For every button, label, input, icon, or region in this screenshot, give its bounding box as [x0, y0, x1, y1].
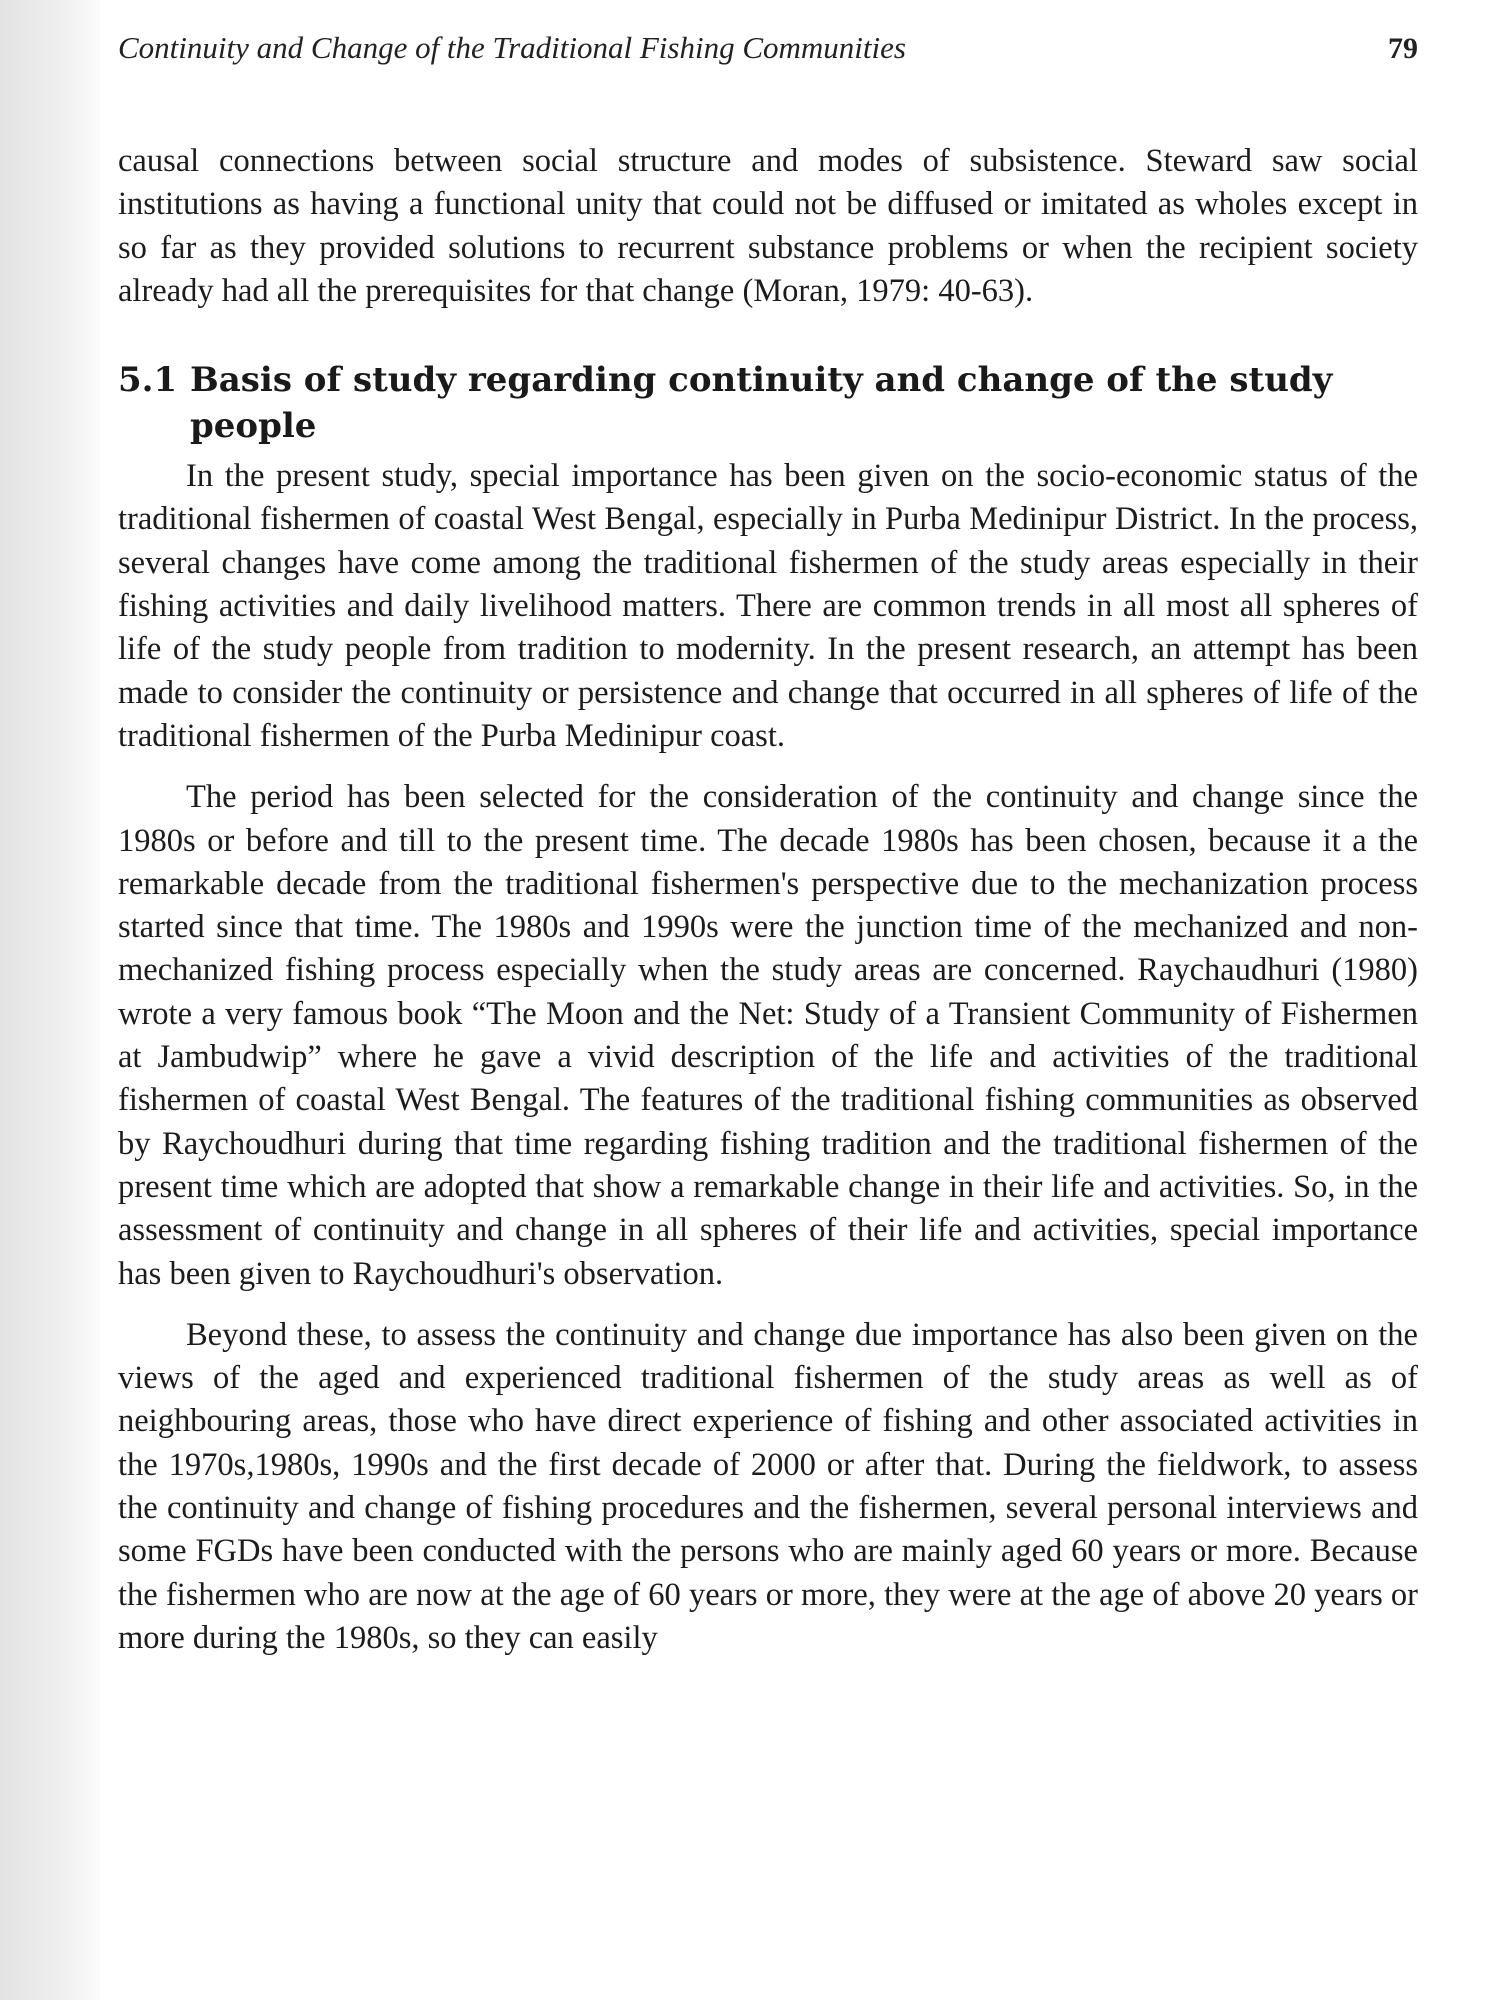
section-heading — [118, 357, 1418, 449]
section-title: Basis of study regarding continuity and change of the study people — [190, 360, 1333, 447]
body-text — [118, 140, 1418, 1660]
paragraph-2: The period has been selected for the consideration of the continuity and change since the 1980s or before and till to the present time. The decade 1980s has been chosen, because it a the remarkable decade from the traditional fishermen's perspective due to the mechanization process started since that time. The 1980s and 1990s were the junction time of the mechanized and non-mechanized fishing process especially when the study areas are concerned. Raychaudhuri (1980) wrote a very famous book “The Moon and the Net: Study of a Transient Community of Fishermen at Jambudwip” where he gave a vivid description of the life and activities of the traditional fishermen of coastal West Bengal. The features of the traditional fishing communities as observed by Raychoudhuri during that time regarding fishing tradition and the traditional fishermen of the present time which are adopted that show a remarkable change in their life and activities. So, in the assessment of continuity and change in all spheres of their life and activities, special importance has been given to Raychoudhuri's observation. — [118, 779, 1418, 1292]
running-header — [118, 30, 1418, 80]
page-number: 79 — [1388, 32, 1418, 65]
paragraph-1: In the present study, special importance has been given on the socio-economic status of the traditional fishermen of coastal West Bengal, especially in Purba Medinipur District. In the process, several changes have come among the traditional fishermen of the study areas especially in their fishing activities and daily livelihood matters. There are common trends in all most all spheres of life of the study people from tradition to modernity. In the present research, an attempt has been made to consider the continuity or persistence and change that occurred in all spheres of life of the traditional fishermen of the Purba Medinipur coast. — [118, 458, 1418, 754]
section-number: 5.1 — [118, 360, 178, 401]
running-title: Continuity and Change of the Traditional Fishing Communities — [118, 30, 906, 65]
paragraph-3: Beyond these, to assess the continuity and change due importance has also been given on the views of the aged and experienced traditional fishermen of the study areas as well as of neighbouring areas, those who have direct experience of fishing and other associated activities in the 1970s,1980s, 1990s and the first decade of 2000 or after that. During the fieldwork, to assess the continuity and change of fishing procedures and the fishermen, several personal interviews and some FGDs have been conducted with the persons who are mainly aged 60 years or more. Because the fishermen who are now at the age of 60 years or more, they were at the age of above 20 years or more during the 1980s, so they can easily — [118, 1316, 1418, 1656]
intro-paragraph: causal connections between social structure and modes of subsistence. Steward saw social institutions as having a functional unity that could not be diffused or imitated as wholes except in so far as they provided solutions to recurrent substance problems or when the recipient society already had all the prerequisites for that change (Moran, 1979: 40-63). — [118, 143, 1418, 309]
page-gutter-shadow — [0, 0, 100, 2000]
book-page — [118, 30, 1418, 1660]
